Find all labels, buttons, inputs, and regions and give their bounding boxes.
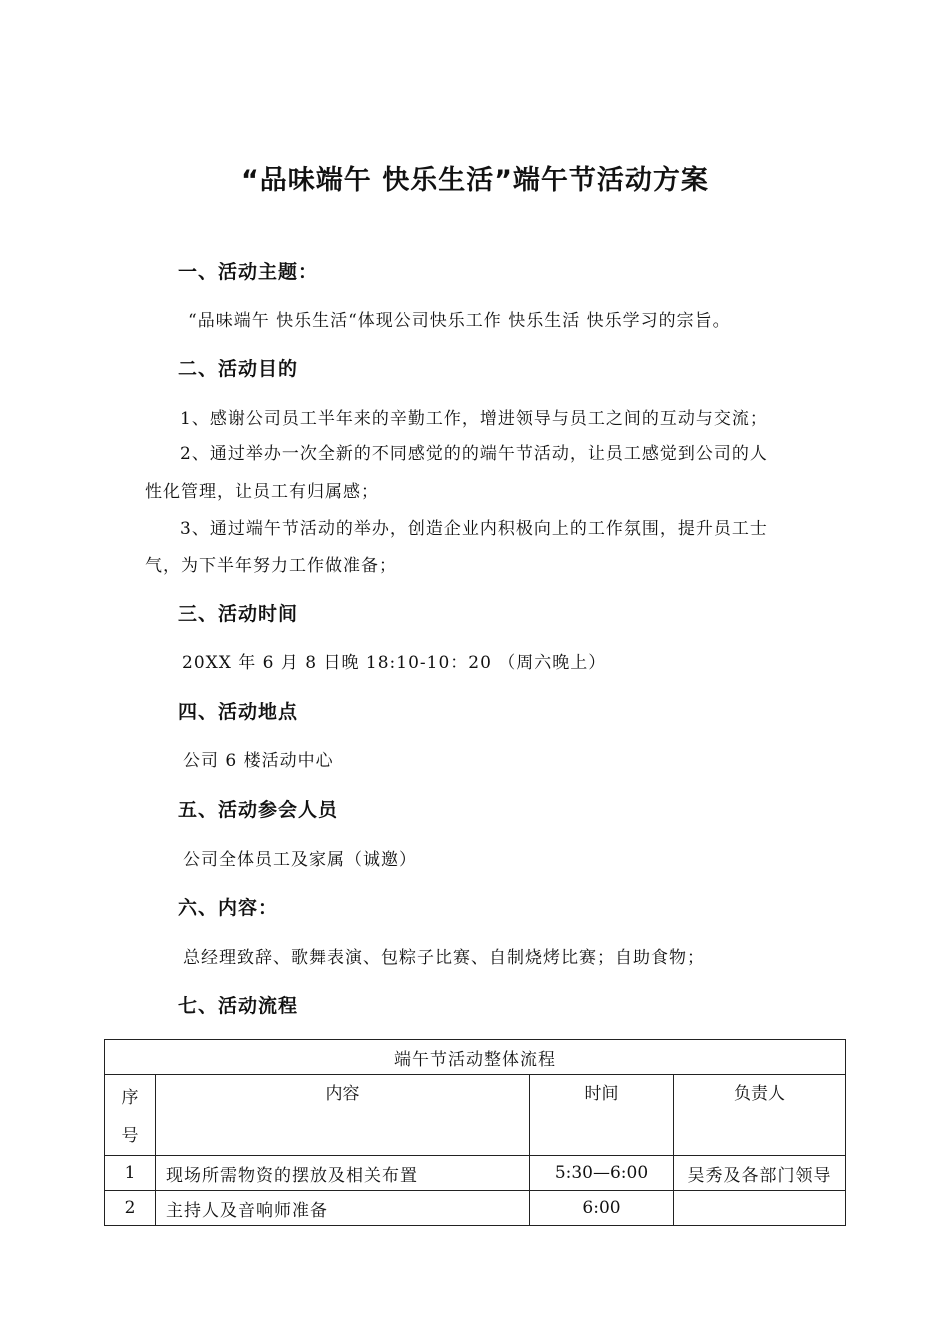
section-heading-time: 三、活动时间 (178, 603, 299, 625)
header-time: 时间 (530, 1075, 674, 1156)
purpose-item-2-line1: 2、通过举办一次全新的不同感觉的的端午节活动，让员工感觉到公司的人 (180, 444, 768, 464)
theme-text: “品味端午 快乐生活“体现公司快乐工作 快乐生活 快乐学习的宗旨。 (188, 311, 731, 331)
row-content: 现场所需物资的摆放及相关布置 (156, 1156, 530, 1191)
header-seq (105, 1075, 156, 1156)
row-owner: 吴秀及各部门领导 (674, 1156, 846, 1191)
process-table (104, 1039, 846, 1226)
section-heading-content: 六、内容： (178, 897, 279, 919)
section-heading-theme: 一、活动主题： (178, 261, 319, 283)
purpose-item-3-line1: 3、通过端午节活动的举办，创造企业内积极向上的工作氛围，提升员工士 (180, 519, 768, 539)
place-text: 公司 6 楼活动中心 (183, 751, 334, 771)
table-caption: 端午节活动整体流程 (105, 1040, 846, 1075)
attendees-text: 公司全体员工及家属（诚邀） (183, 850, 417, 870)
page-title: “品味端午 快乐生活”端午节活动方案 (241, 165, 709, 196)
table-row (105, 1156, 846, 1191)
header-seq-line2: 号 (121, 1126, 139, 1146)
section-heading-purpose: 二、活动目的 (178, 358, 299, 380)
section-heading-attendees: 五、活动参会人员 (178, 799, 339, 821)
section-heading-place: 四、活动地点 (178, 701, 299, 723)
header-seq-line1: 序 (121, 1088, 139, 1108)
row-seq: 1 (105, 1156, 156, 1191)
table-header-row (105, 1075, 846, 1156)
header-content: 内容 (156, 1075, 530, 1156)
time-text: 20XX 年 6 月 8 日晚 18:10-10：20 （周六晚上） (182, 653, 607, 673)
content-text: 总经理致辞、歌舞表演、包粽子比赛、自制烧烤比赛；自助食物； (183, 948, 705, 968)
row-seq: 2 (105, 1191, 156, 1226)
row-content: 主持人及音响师准备 (156, 1191, 530, 1226)
table-row (105, 1191, 846, 1226)
row-time: 5:30—6:00 (530, 1156, 674, 1191)
header-owner: 负责人 (674, 1075, 846, 1156)
section-heading-process: 七、活动流程 (178, 995, 299, 1017)
purpose-item-2-line2: 性化管理，让员工有归属感； (145, 482, 379, 502)
row-time: 6:00 (530, 1191, 674, 1226)
purpose-item-1: 1、感谢公司员工半年来的辛勤工作，增进领导与员工之间的互动与交流； (180, 409, 768, 429)
row-owner (674, 1191, 846, 1226)
purpose-item-3-line2: 气，为下半年努力工作做准备； (145, 556, 397, 576)
